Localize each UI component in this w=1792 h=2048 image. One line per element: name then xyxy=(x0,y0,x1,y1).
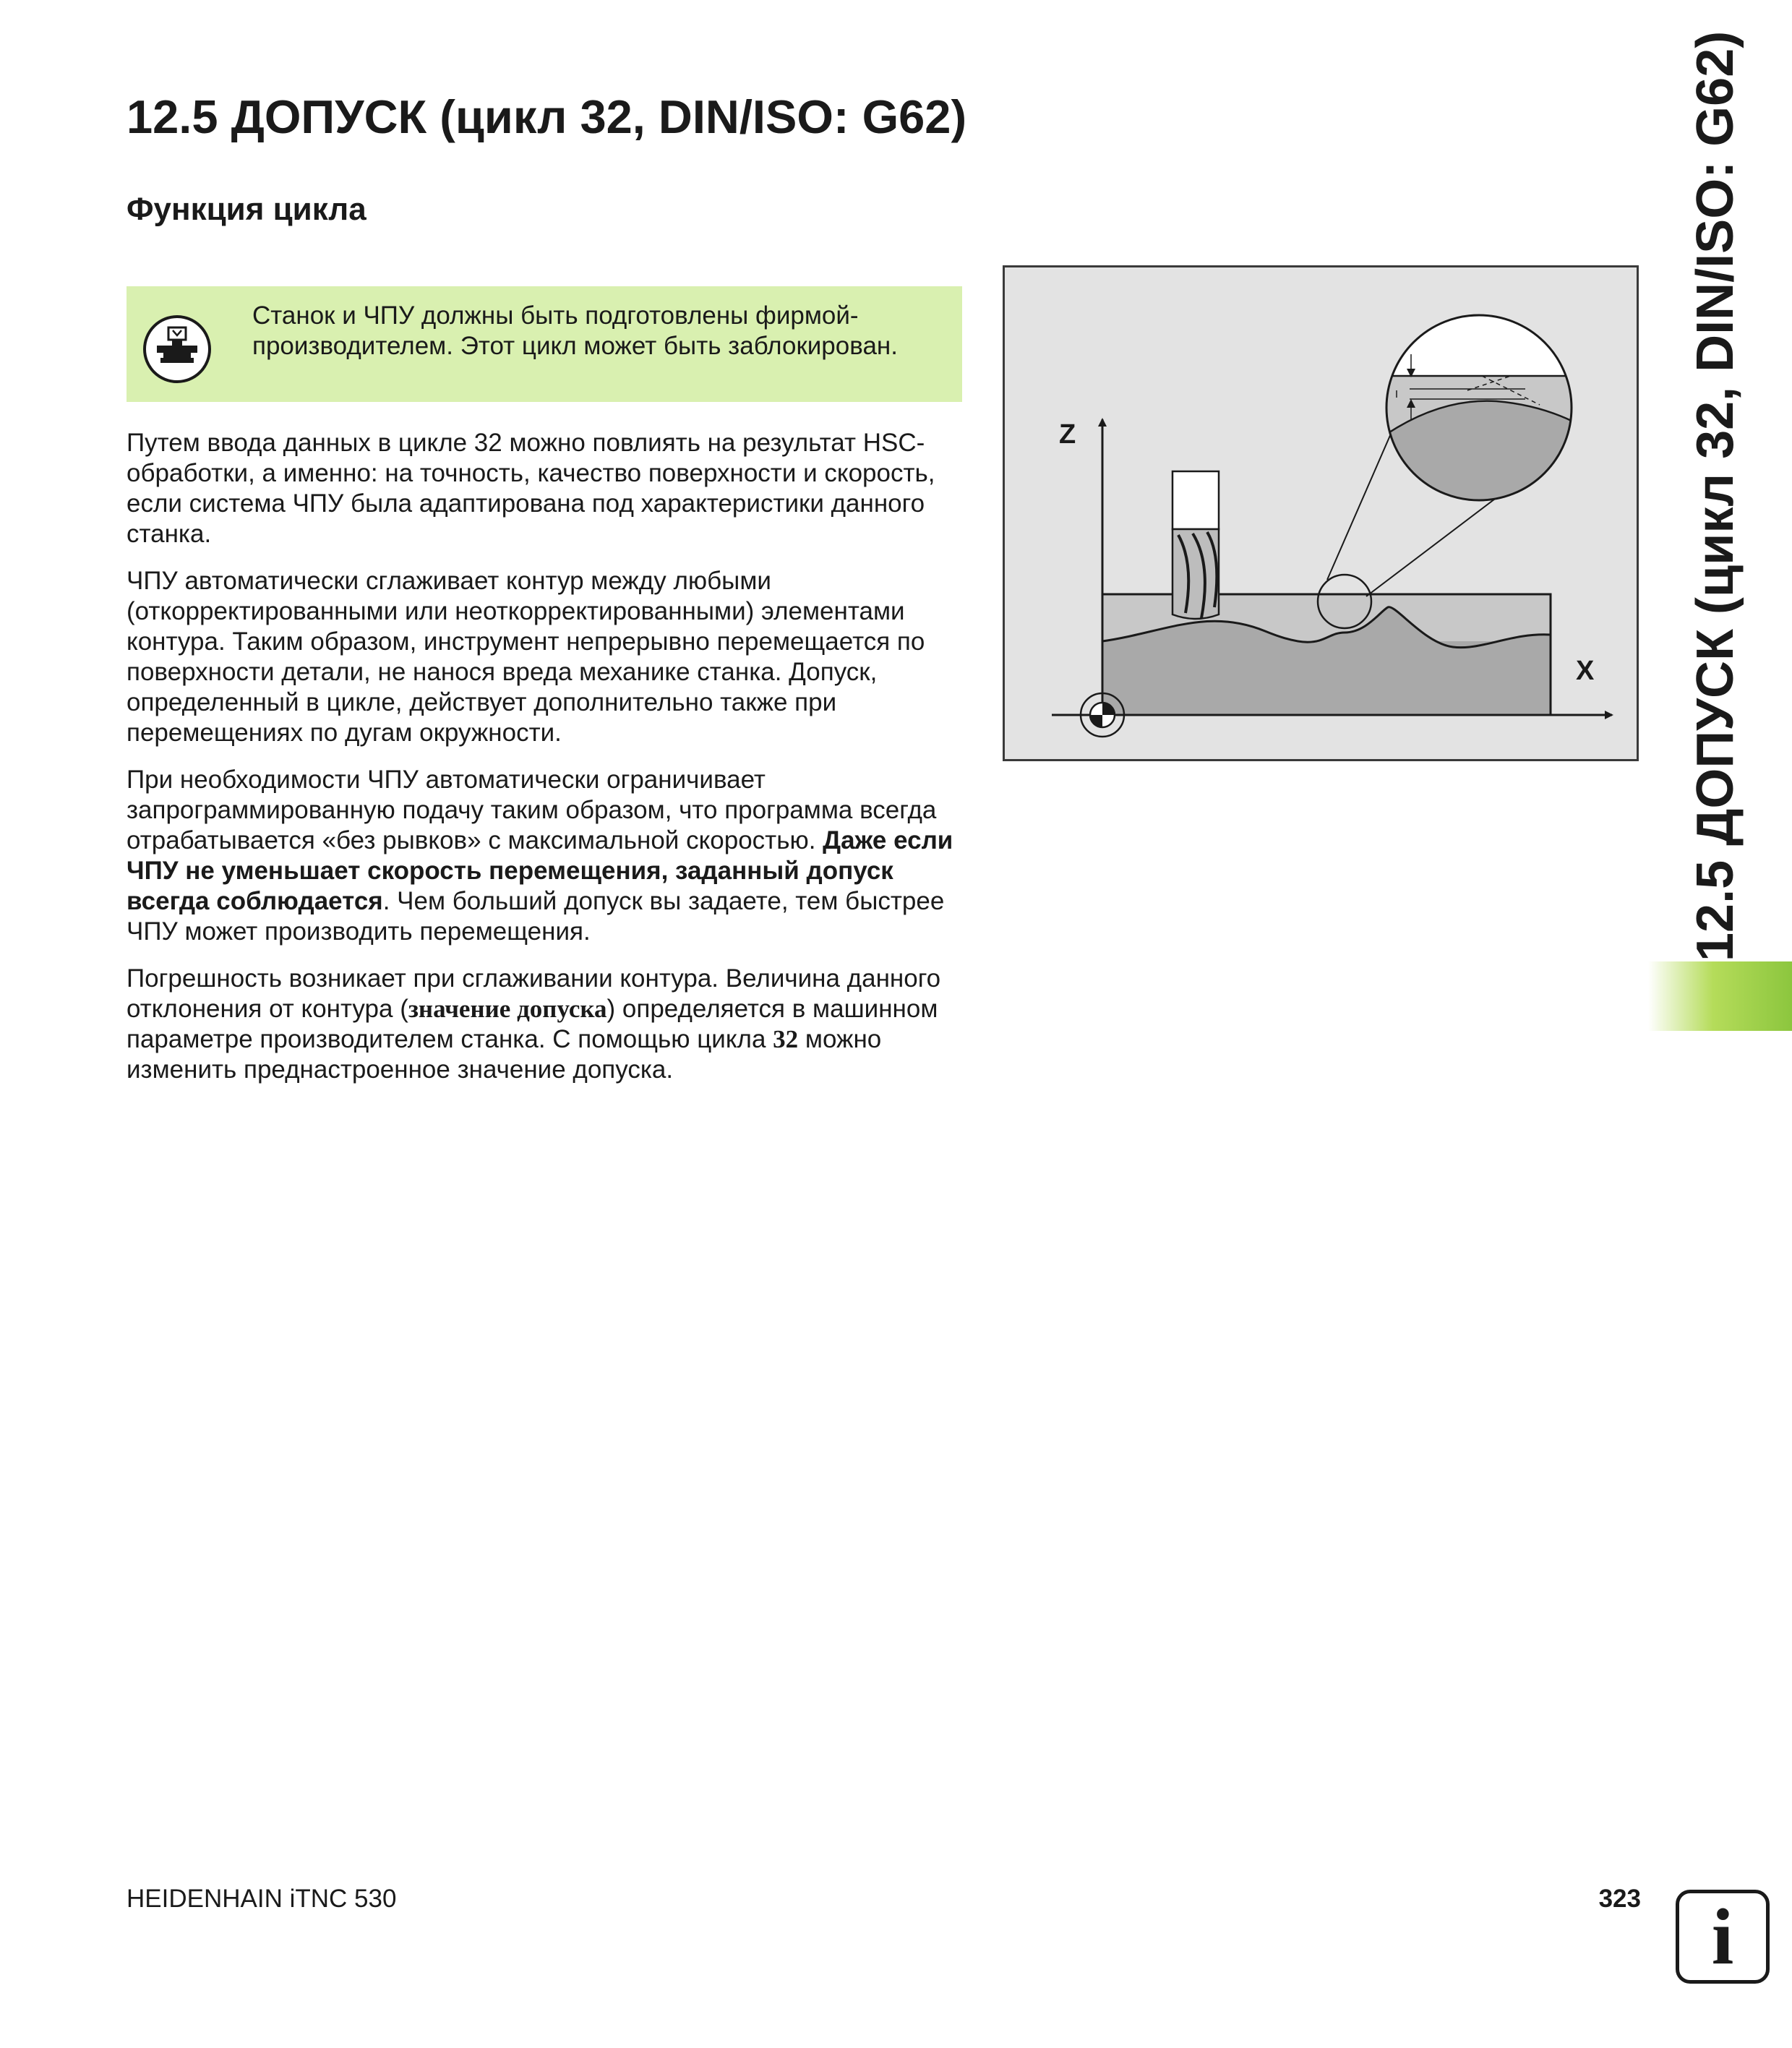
paragraph-3-end: . Чем больший допуск вы задаете, тем быстрее ЧПУ может производить перемещения. xyxy=(127,887,945,946)
paragraph-4 xyxy=(127,964,965,1085)
paragraph-4-mid: ) определяется в машинном параметре производителем станка. С помощью цикла xyxy=(127,995,938,1053)
paragraph-1: Путем ввода данных в цикле 32 можно повлиять на результат HSC-обработки, а именно: на точность, качество поверхности и скорость, если система ЧПУ была адаптирована под характеристики данного станка. xyxy=(127,429,935,548)
paragraph-2: ЧПУ автоматически сглаживает контур между любыми (откорректированными или неоткорректированными) элементами контура. Таким образом, инструмент непрерывно перемещается по поверхности детали, не нанося вреда механике станка. Допуск, определенный в цикле, действует дополнительно также при перемещениях по дугам окружности. xyxy=(127,567,925,747)
paragraph-3-bold: Даже если ЧПУ не уменьшает скорость перемещения, заданный допуск всегда соблюдается xyxy=(127,826,953,915)
paragraph-4-end: можно изменить преднастроенное значение допуска. xyxy=(127,1025,882,1084)
footer-product: HEIDENHAIN iTNC 530 xyxy=(127,1885,397,1913)
page-number: 323 xyxy=(1598,1885,1641,1913)
paragraph-3-start: При необходимости ЧПУ автоматически ограничивает запрограммированную подачу таким образом, что программа всегда отрабатывается «без рывков» с максимальной скоростью. xyxy=(127,766,937,854)
tolerance-term: значение допуска xyxy=(408,995,607,1023)
note-text xyxy=(252,301,953,361)
section-subtitle: Функция цикла xyxy=(127,192,366,227)
info-glyph: i xyxy=(1711,1893,1734,1981)
chapter-tab xyxy=(1648,961,1792,1031)
z-axis-label: Z xyxy=(1059,419,1076,450)
paragraph-3 xyxy=(127,765,965,947)
side-title: 12.5 ДОПУСК (цикл 32, DIN/ISO: G62) xyxy=(1686,30,1744,961)
x-axis-label: X xyxy=(1576,656,1595,686)
note-line-2: производителем. Этот цикл может быть заблокирован. xyxy=(252,332,898,360)
note-line-1: Станок и ЧПУ должны быть подготовлены фирмой- xyxy=(252,301,859,330)
body-text xyxy=(127,428,965,1102)
machine-icon xyxy=(141,313,213,385)
tool-shank xyxy=(1172,471,1219,529)
manufacturer-note xyxy=(127,286,962,402)
paragraph-4-start: Погрешность возникает при сглаживании контура. Величина данного отклонения от контура ( xyxy=(127,964,941,1023)
tolerance-diagram xyxy=(1003,265,1639,761)
cycle-number: 32 xyxy=(773,1025,799,1053)
page-title: 12.5 ДОПУСК (цикл 32, DIN/ISO: G62) xyxy=(127,90,967,143)
info-icon xyxy=(1676,1890,1770,1984)
